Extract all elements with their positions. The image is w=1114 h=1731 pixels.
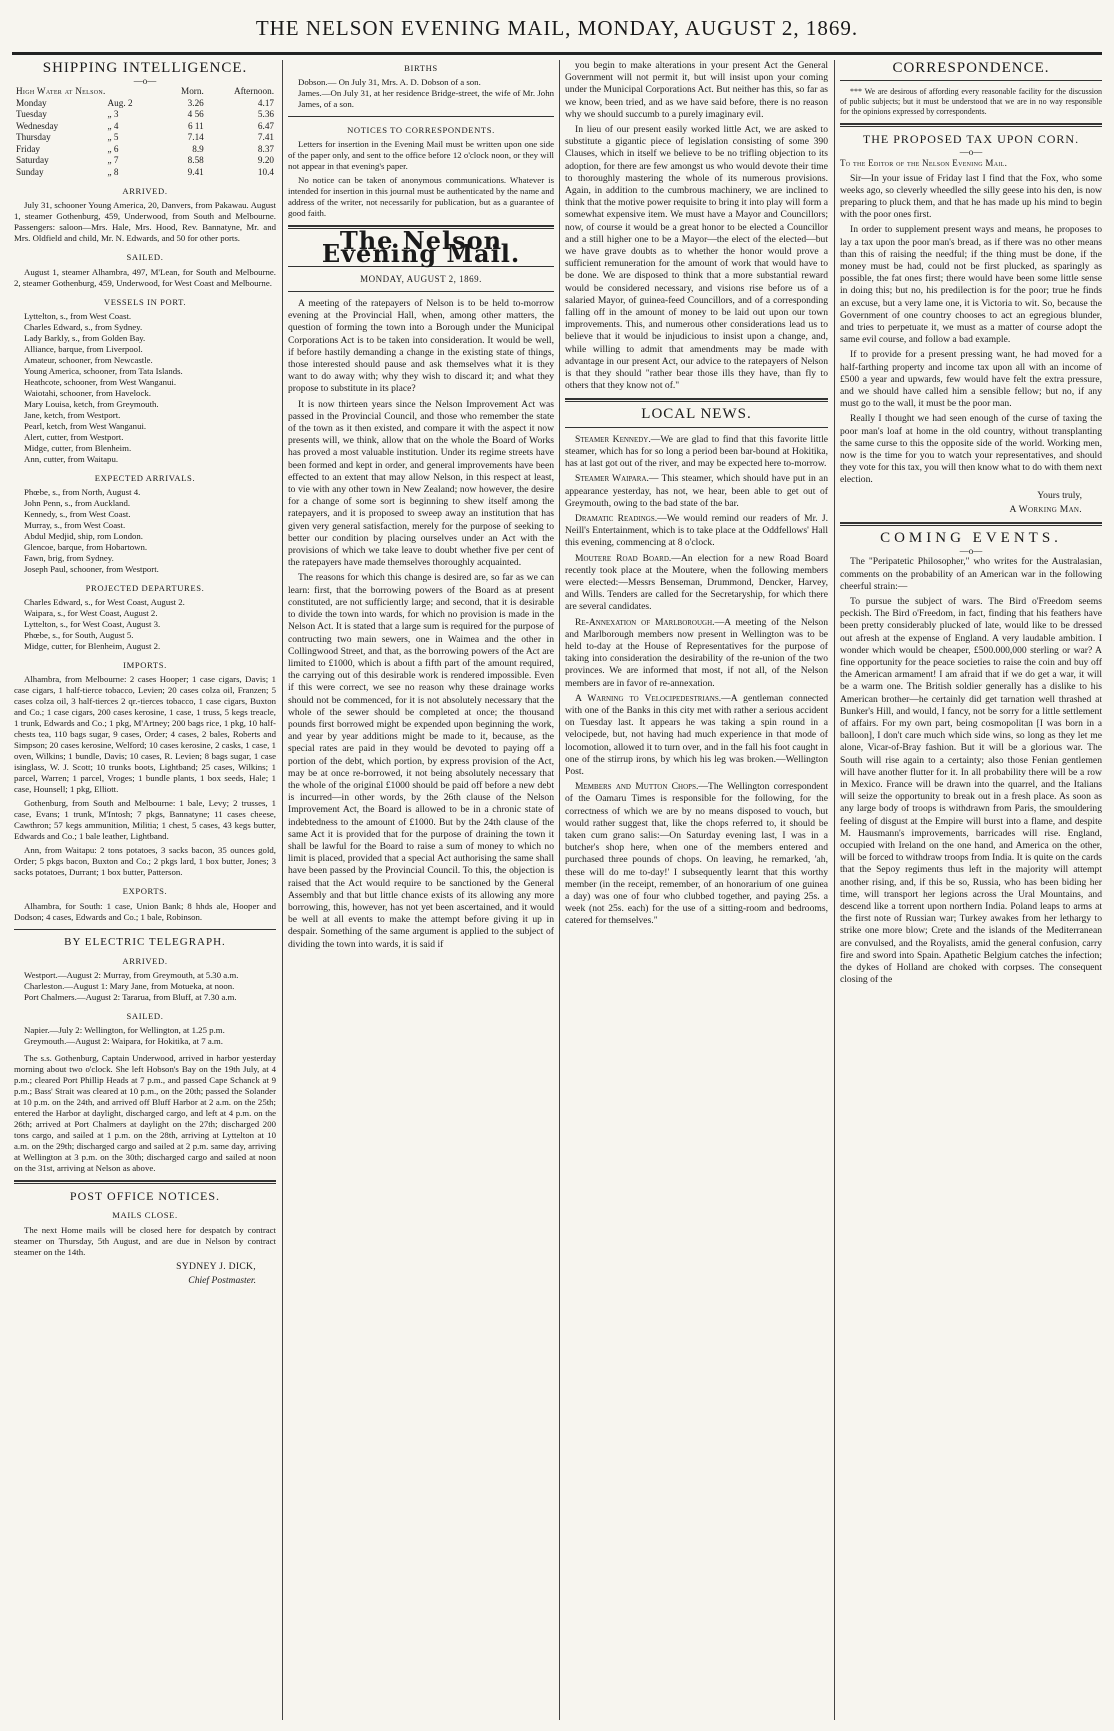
expected-heading: EXPECTED ARRIVALS. bbox=[94, 472, 196, 483]
sailed-text: August 1, steamer Alhambra, 497, M'Lean, for South and Melbourne. 2, steamer Gothenburg, 459, Underwood, for West Coast and Melbourne. bbox=[14, 266, 276, 288]
tide-morning: 6 11 bbox=[188, 120, 204, 131]
post-office-text: The next Home mails will be closed here for despatch by contract steamer on Thursday, 5th August, and are due in Nelson by contract steamer on the 14th. bbox=[14, 1224, 276, 1257]
telegraph-item: Port Chalmers.—August 2: Tararua, from Bluff, at 7.30 a.m. bbox=[24, 992, 237, 1003]
vessel-item: Alert, cutter, from Westport. bbox=[24, 431, 124, 442]
imports-text: Alhambra, from Melbourne: 2 cases Hooper; 1 case cigars, Davis; 1 case cigars, 1 half-tierce tobacco, Levien; 20 cases colza oil, Franzen; 5 cases colza oil, 3 half-tierces 2 qr.-tierces tobacco, 1 case cigars, Buxton and Co.; 1 case cigars, 200 cases kerosine, 1 case, 1 truss, 5 kegs treacle, 1 trunk, Edwards and Co.; 1 pkg, M'Artney; 200 bags rice, 1 pkg, 10 half-chests tea, 110 bags sugar, 9 cases, Order; 4 cases, 2 bales, Roberts and Simpson; 20 cases kerosine, Welford; 10 cases kerosine, 2 casks, 1 case, 1 oven, Wilkins; 1 bundle, Davis; 10 cases, R. Levien; 8 bags sugar, 1 case isinglass, W. J. Scott; 10 trunks boots, Lightband; 25 cases, Wilkins; 1 parcel, Warren; 1 parcel, Vroges; 1 bundle plants, 1 box seeds, Hale; 1 case, Hounsell; 1 pkg, Elliott. bbox=[14, 674, 276, 795]
correspondence-heading: CORRESPONDENCE. bbox=[892, 60, 1050, 76]
tide-date: „ 3 bbox=[107, 109, 119, 120]
imports-text: Ann, from Waitapu: 2 tons potatoes, 3 sacks bacon, 35 ounces gold, Order; 5 pkgs bacon, Buxton and Co.; 2 pkgs lard, 1 box butter, Jones; 3 sacks potatoes, Durrant; 1 box butter, Patterson. bbox=[14, 845, 276, 878]
telegraph-heading: BY ELECTRIC TELEGRAPH. bbox=[64, 935, 226, 948]
news-text: —A gentleman connected with one of the Banks in this city met with rather a serious accident on Tuesday last. It appears he was taking a spin round in a velocipede, but, not having had much experience in that mode of locomotion, allowed it to turn over, and in the fall his foot caught in one of the stirrup irons, by which his leg was broken.—Wellington Post. bbox=[565, 692, 828, 777]
news-item bbox=[565, 473, 828, 510]
expected-item: Kennedy, s., from West Coast. bbox=[24, 509, 131, 520]
letter-paragraph: In order to supplement present ways and means, he proposes to lay a tax upon the poor man's bread, as if there was no other means than this of raising the needful; if the thing must be done, if the money must be had, could not be first plucked, as sparingly as possible, the fat ones first; there would have been some little sense in doing this; but no, his predilection is for the poor; true he finds an excuse, but a very lame one, it is Victoria to wit. So, because the Government of one country chooses to act an egregious blunder, and tries to perpetuate it, we must as a matter of course adopt the same evil course, and follow a bad example. bbox=[840, 224, 1102, 346]
masthead-rule bbox=[12, 52, 1102, 55]
vessel-item: Mary Louisa, ketch, from Greymouth. bbox=[24, 398, 159, 409]
news-item bbox=[565, 434, 828, 471]
vessel-item: Ann, cutter, from Waitapu. bbox=[24, 453, 119, 464]
vessel-item: Midge, cutter, from Blenheim. bbox=[24, 442, 132, 453]
telegraph-arrived-heading: ARRIVED. bbox=[122, 955, 168, 966]
expected-item: Murray, s., from West Coast. bbox=[24, 520, 126, 531]
letter-signer: A Working Man. bbox=[1009, 503, 1082, 515]
telegraph-item: Greymouth.—August 2: Waipara, for Hokitika, at 7 a.m. bbox=[24, 1036, 223, 1047]
expected-list bbox=[14, 487, 276, 575]
news-text: — This steamer, which should have put in an appearance yesterday, has not, we hear, been able to get out of Greymouth, owing to the bad state of the bar. bbox=[565, 473, 828, 509]
divider bbox=[14, 929, 276, 930]
birth-notice: Dobson.— On July 31, Mrs. A. D. Dobson of a son. bbox=[298, 77, 481, 88]
news-lead: Steamer Kennedy. bbox=[575, 433, 651, 445]
tide-morning: 8.9 bbox=[192, 143, 204, 154]
vessel-item: Lyttelton, s., from West Coast. bbox=[24, 310, 132, 321]
news-lead: Re-Annexation of Marlborough. bbox=[575, 616, 715, 628]
births-heading: BIRTHS bbox=[404, 63, 438, 73]
column-rule bbox=[559, 60, 560, 1720]
tide-row bbox=[14, 132, 276, 144]
coming-events-paragraph: To pursue the subject of wars. The Bird o'Freedom seems peckish. The Bird o'Freedom, in fact, finding that his feathers have been pretty considerably plucked of late, would like to be dressed out afresh at the expense of England. A very laudable ambition. I wonder which would be cheaper, £500.000,000 sterling or war? A fine opportunity for the peace societies to raise the coin and buy off the American armament! I am afraid that if we do get a war, it will be a warm one. The British soldier generally has a dislike to his American brother—he certainly did get tarnation well thrashed at Bunker's Hill, and would, I fancy, not be sorry for a little settlement of affairs. For my own part, being cosmopolitan [I was born in a balloon], I don't care much which side wins, so long as they let me alone, Vicar-of-Bray fashion. But it will be a glorious war. The South will rise again to a certainty; also those Fenian gentlemen will have another flutter for it. In all probability there will be a row in Mexico. France will be drawn into the quarrel, and the Italians will seize the opportunity to break out in a fresh place. As soon as any large body of troops is withdrawn from Paris, the smouldering feeling of disgust at the Empire will burst into a flame, and despite M. Hausmann's improvements, barricades will rise. England, occupied with Ireland on the one hand, and America on the other, will be forced to withdraw troops from India. It is quite on the cards that the Sepoy regiments thus left in the majority will attempt another rising, and, if this be so, Russia, who has been biding her time, will transport her legions across the Ural Mountains, and descend like a torrent upon northern India. Poland leaps to arms at the first note of Russian war; Turkey awakes from her lethargy to strike one more blow; Crete and the islands of the Mediterranean are convulsed, and the Royalists, amid the general confusion, carry fire and sword into Spain. Apathetic Belgium catches the infection; the dykes of Holland are choked with corpses. The consequent closing of the bbox=[840, 595, 1102, 986]
ornament-dash: —o— bbox=[959, 546, 983, 557]
expected-item: Phœbe, s., from North, August 4. bbox=[24, 487, 141, 498]
tide-day: Sunday bbox=[16, 166, 44, 177]
vessel-item: Heathcote, schooner, from West Wanganui. bbox=[24, 376, 177, 387]
tide-row bbox=[14, 144, 276, 156]
imports-heading: IMPORTS. bbox=[123, 660, 167, 671]
news-item bbox=[565, 513, 828, 550]
divider bbox=[840, 522, 1102, 526]
tide-date: „ 7 bbox=[107, 155, 119, 166]
correspondence-note: *** We are desirous of affording every reasonable facility for the discussion of public subjects; but it must be understood that we are in no way responsible for the opinions expressed by correspondents. bbox=[840, 87, 1102, 117]
newspaper-page bbox=[12, 8, 1102, 1723]
tide-afternoon: 4.17 bbox=[257, 97, 274, 108]
coming-events-paragraph: The "Peripatetic Philosopher," who writes for the Australasian, comments on the probability of an American war in the following cheerful strain:— bbox=[840, 556, 1102, 592]
divider bbox=[288, 116, 554, 117]
tide-day: Saturday bbox=[16, 155, 49, 166]
vessel-item: Charles Edward, s., from Sydney. bbox=[24, 321, 143, 332]
vessel-item: Waiotahi, schooner, from Havelock. bbox=[24, 387, 151, 398]
divider bbox=[840, 123, 1102, 127]
editorial-paragraph: The reasons for which this change is desired are, so far as we can learn: first, that the borrowing powers of the Board as at present constituted, are not sufficiently large; and second, that it is desirable to divide the town into wards, for which no provision is made in the Nelson Act. It is stated that a large sum is required for the purpose of contructing two main sewers, one in Waimea and the other in Collingwood Street, and that, as the borrowing powers of the Act are limited to £1000, which is about a fifth part of the amount required, the carrying out of this desirable work is rendered impossible. Even if this were correct, we see no reason why these drainage works should not be commenced, for it is not absolutely necessary that the whole of the sewer should be completed at once; the thousand pounds first borrowed might be expended upon beginning the work, and year by year additions might be made to it, because, as the special rates are paid in they would be devoted to paying off a portion of the debt, which portion, by express provision of the Act, may be at once re-borrowed, it not being absolutely necessary that the whole of the original £1000 should be paid off before a new debt is incurred—in other words, by the 26th clause of the Nelson Improvement Act, the Board is allowed to be in a chronic state of indebtedness to the amount of £1000. But by the 24th clause of the same Act it is provided that for the purpose of draining the town it shall be lawful for the Board to raise a sum of money to which no limit is placed, provided that a special Act authorising the same shall have been passed by the Provincial Council. To this, the objection is raised that the Act would require to be sanctioned by the General Assembly and that but little chance exists of its allowing any more borrowing, this, however, has not yet been ascertained, and it would be well at all events to make the attempt before giving it up in despair. Something of the same argument is applied to the subject of dividing the town into wards, it is said if bbox=[288, 572, 554, 950]
letter-closing: Yours truly, bbox=[1037, 489, 1082, 501]
news-text: —We are glad to find that this favorite little steamer, which has for so long a period been bar-bound at Hokitika, has at last got out of the river, and may be expected here to-morrow. bbox=[565, 433, 828, 470]
tide-header: High Water at Nelson. bbox=[16, 86, 106, 97]
tax-heading: THE PROPOSED TAX UPON CORN. bbox=[862, 132, 1080, 147]
gothenburg-report: The s.s. Gothenburg, Captain Underwood, arrived in harbor yesterday morning about two o'clock. She left Hobson's Bay on the 19th July, at 4 p.m.; cleared Port Phillip Heads at 7 p.m., and passed Cape Schanck at 9 p.m.; Bass' Strait was cleared at 10 p.m., on the 20th; passed the Solander at 10 p.m. on the 24th, and arrived off Bluff Harbor at 2 a.m. on the 25th; entered the Harbor at daylight, discharged cargo, and left at 4 p.m. on the 26th; arrived at Port Chalmers at daylight on the 27th; discharged 200 tons cargo, and sailed at 1 p.m. on the 28th, arriving at Lyttelton at 10 a.m. on the 29th; discharged cargo and sailed at 2 p.m. same day, arriving at Wellington at 3 p.m. on the 30th; discharged cargo and sailed at noon on the 31st, arriving at Nelson as above. bbox=[14, 1053, 276, 1174]
coming-events-text bbox=[840, 556, 1102, 986]
editorial-paragraph: A meeting of the ratepayers of Nelson is to be held to-morrow evening at the Provincial Hall, when, among other matters, the question of forming the town into a Borough under the Municipal Corporations Act is to be taken into consideration. It would be well, if before hastily demanding a change in the existing state of things, those interested should pause and ask themselves what it is they want to do away with; why they wish to discard it; and what they propose to substitute in its place? bbox=[288, 298, 554, 395]
editorial-paragraph: you begin to make alterations in your present Act the General Government will not permit it, but will insist upon your coming under the Municipal Corporations Act. But neither has this, so far as we know, been tried, and as we have said before, there is no reason why we should succumb to a purely imaginary evil. bbox=[565, 60, 828, 120]
masthead: THE NELSON EVENING MAIL, MONDAY, AUGUST 2, 1869. bbox=[255, 16, 859, 40]
letter-paragraph: Really I thought we had seen enough of the curse of taxing the poor man's loaf at home in the old country, without transplanting the same curse to this the opposite side of the world. Working men, now is the time for you to watch your representatives, and should they vote for this tax, you will then know what to do with them next election. bbox=[840, 413, 1102, 486]
column-rule bbox=[834, 60, 835, 1720]
vessel-item: Jane, ketch, from Westport. bbox=[24, 409, 121, 420]
editorial-date: MONDAY, AUGUST 2, 1869. bbox=[360, 273, 482, 284]
departure-item: Lyttelton, s., for West Coast, August 3. bbox=[24, 619, 161, 630]
tide-row bbox=[14, 167, 276, 179]
tide-morning: 9.41 bbox=[187, 166, 204, 177]
tide-day: Wednesday bbox=[16, 120, 59, 131]
ornament-dash: —o— bbox=[959, 147, 983, 158]
projected-heading: PROJECTED DEPARTURES. bbox=[85, 583, 205, 594]
telegraph-sailed-heading: SAILED. bbox=[126, 1011, 164, 1022]
vessels-heading: VESSELS IN PORT. bbox=[103, 296, 187, 307]
tide-row bbox=[14, 155, 276, 167]
telegraph-item: Westport.—August 2: Murray, from Greymouth, at 5.30 a.m. bbox=[24, 970, 239, 981]
departure-item: Midge, cutter, for Blenheim, August 2. bbox=[24, 641, 161, 652]
news-item bbox=[565, 553, 828, 614]
tide-morning: 3.26 bbox=[187, 97, 204, 108]
column-1 bbox=[14, 60, 276, 1720]
editorial-continued bbox=[565, 60, 828, 392]
notices-text: No notice can be taken of anonymous communications. Whatever is intended for insertion in this journal must be authenticated by the name and address of the writer, not necessarily for publication, but as a guarantee of good faith. bbox=[288, 175, 554, 219]
imports-text: Gothenburg, from South and Melbourne: 1 bale, Levy; 2 trusses, 1 case, Evans; 1 trunk, M'Intosh; 7 pkgs, Bannatyne; 11 cases cheese, Cawthron; 57 kegs ammunition, Militia; 1 chest, 5 cases, 43 kegs butter, Edwards and Co.; 1 bale leather, Lightband. bbox=[14, 798, 276, 842]
news-lead: Moutere Road Board. bbox=[575, 552, 672, 564]
projected-list bbox=[14, 597, 276, 652]
birth-notice: James.—On July 31, at her residence Bridge-street, the wife of Mr. John James, of a son. bbox=[298, 88, 554, 110]
tide-afternoon: 10.4 bbox=[257, 166, 274, 177]
news-item bbox=[565, 617, 828, 690]
letter-body bbox=[840, 173, 1102, 487]
news-lead: Members and Mutton Chops. bbox=[575, 781, 699, 793]
news-text: —The Wellington correspondent of the Oamaru Times is responsible for the following, for the correctness of which we are by no means disposed to vouch, but would rather suggest that, like the chops referred to, it should be taken cum grano salis:—On Saturday evening last, I was in a butcher's shop here, when one of the members entered and purchased three pounds of chops. On leaving, he remarked, 'ah, these will do me to-day!' I subsequently learnt that this worthy member (in the receipt, remember, of an honorarium of one guinea a day) was one of four who clubbed together, and paying 25s. a week (not 25s. each) for the use of a sitting-room and bedrooms, catered for themselves." bbox=[565, 781, 828, 927]
tide-row bbox=[14, 109, 276, 121]
editorial-paragraph: In lieu of our present easily worked little Act, we are asked to substitute a gigantic piece of legislation consisting of some 390 Clauses, which in itself we believe to be no trifling objection to its adoption, for there are few amongst us who would devote their time to thoroughly mastering the whole of its numerous provisions. Again, in addition to the cumbrous machinery, we are inclined to think that the motive power requisite to bring it into play will form a somewhat expensive item. We must have a Mayor and Councillors; now, of course it would be a great honor to be elected a Councillor and a still higher one to be a Mayor—the elect of the elected—but we have grave doubts as to whether the honor would prove a sufficient remuneration for the amount of work that would have to be done. We are disposed to think that a more substantial reward would be considered necessary, and visions rise before us of a salaried Mayor, of guinea-feed Councillors, and of a corresponding falling off in the amount of money to be laid out upon our town improvements. This, and numerous other considerations lead us to believe that it would be injudicious to insist upon a change, and, while willing to admit that amendments may be made with advantage in our present Act, our advice to the ratepayers of Nelson is that they should "rather bear those ills they have, than fly to others that they know not of." bbox=[565, 124, 828, 392]
tide-afternoon: 8.37 bbox=[257, 143, 274, 154]
column-2 bbox=[288, 60, 554, 1720]
letter-paragraph: Sir—In your issue of Friday last I find that the Fox, who some weeks ago, so cleverly wheedled the silly geese into his den, is now preparing to pluck them, and that he has made up his mind to begin with the poor ones first. bbox=[840, 172, 1102, 221]
vessel-item: Pearl, ketch, from West Wanganui. bbox=[24, 420, 147, 431]
coming-events-heading: COMING EVENTS. bbox=[880, 530, 1062, 547]
departure-item: Waipara, s., for West Coast, August 2. bbox=[24, 608, 158, 619]
notices-heading: NOTICES TO CORRESPONDENTS. bbox=[347, 125, 495, 136]
tide-row bbox=[14, 98, 276, 110]
local-news-heading: LOCAL NEWS. bbox=[641, 406, 752, 423]
telegraph-item: Charleston.—August 1: Mary Jane, from Motueka, at noon. bbox=[24, 981, 235, 992]
vessels-list bbox=[14, 311, 276, 465]
local-news-list bbox=[565, 434, 828, 928]
tide-day: Tuesday bbox=[16, 109, 47, 120]
tide-afternoon: 5.36 bbox=[257, 109, 274, 120]
mails-close-heading: MAILS CLOSE. bbox=[112, 1210, 178, 1221]
vessel-item: Alliance, barque, from Liverpool. bbox=[24, 343, 143, 354]
shipping-heading: SHIPPING INTELLIGENCE. bbox=[42, 60, 248, 76]
column-4 bbox=[840, 60, 1102, 1720]
tide-row bbox=[14, 121, 276, 133]
vessel-item: Lady Barkly, s., from Golden Bay. bbox=[24, 332, 146, 343]
tide-morning: 4 56 bbox=[187, 109, 204, 120]
news-text: —An election for a new Road Board recently took place at the Moutere, when the following members were elected:—Messrs Benseman, Drummond, Dencker, Harvey, and Wills. Tenders are called for the Secretaryship, for which there are several candidates. bbox=[565, 552, 828, 613]
tide-table bbox=[14, 86, 276, 178]
tide-afternoon: 6.47 bbox=[257, 120, 274, 131]
tide-date: „ 6 bbox=[107, 143, 119, 154]
divider bbox=[565, 398, 828, 402]
tide-header: Morn. bbox=[181, 86, 204, 97]
departure-item: Charles Edward, s., for West Coast, August 2. bbox=[24, 597, 185, 608]
expected-item: Glencoe, barque, from Hobartown. bbox=[24, 542, 148, 553]
news-text: —We would remind our readers of Mr. J. Neill's Entertainment, which is to take place at the Oddfellows' Hall this evening, commencing at 8 o'clock. bbox=[565, 512, 828, 549]
news-lead: Dramatic Readings. bbox=[575, 512, 658, 524]
editorial-paragraph: It is now thirteen years since the Nelson Improvement Act was passed in the Provincial Council, and those who remember the state of the town as it then existed, and compare it with the aspect it now presents will, we think, allow that on the whole the Board of Works has proved a most valuable institution. Under its regime streets have been formed and kept in order, and general improvements have been effected to an extent that may allow Nelson, in this respect at least, to vie with any other town in New Zealand; now however, the desire for a change of some sort is beginning to shew itself among the ratepayers, and it is proposed to sweep away an institution that has given very general satisfaction, merely for the purpose of seeking to better our condition by placing ourselves under an Act with the provisions of which we take leave to doubt whether five per cent of the ratepayers have made themselves thoroughly acquainted. bbox=[288, 398, 554, 569]
exports-heading: EXPORTS. bbox=[122, 886, 168, 897]
ornament-dash: —o— bbox=[133, 76, 157, 87]
tide-header-row bbox=[14, 86, 276, 98]
news-item bbox=[565, 781, 828, 927]
vessel-item: Amateur, schooner, from Newcastle. bbox=[24, 354, 153, 365]
post-office-heading: POST OFFICE NOTICES. bbox=[69, 1189, 221, 1204]
news-lead: Steamer Waipara. bbox=[575, 473, 649, 485]
vessel-item: Young America, schooner, from Tata Islands. bbox=[24, 365, 183, 376]
divider bbox=[14, 1180, 276, 1184]
exports-text: Alhambra, for South: 1 case, Union Bank; 8 hhds ale, Hooper and Dodson; 4 cases, Edwards and Co.; 1 bale, Robinson. bbox=[14, 900, 276, 922]
postmaster-title: Chief Postmaster. bbox=[188, 1274, 256, 1286]
expected-item: Abdul Medjid, ship, rom London. bbox=[24, 531, 143, 542]
tide-day: Thursday bbox=[16, 132, 51, 143]
postmaster-signature: SYDNEY J. DICK, bbox=[176, 1260, 256, 1272]
telegraph-item: Napier.—July 2: Wellington, for Wellington, at 1.25 p.m. bbox=[24, 1025, 225, 1036]
tide-day: Friday bbox=[16, 143, 40, 154]
expected-item: Fawn, brig, from Sydney. bbox=[24, 553, 114, 564]
telegraph-arrived-list bbox=[14, 970, 276, 1003]
news-text: —A meeting of the Nelson and Marlborough members now present in Wellington was to be held to-day at the House of Representatives for the purpose of taking into consideration the desirability of the re-union of the two provinces. We are informed that most, if not all, of the Nelson members are in favor of re-annexation. bbox=[565, 616, 828, 689]
tide-day: Monday bbox=[16, 97, 47, 108]
column-3 bbox=[565, 60, 828, 1720]
divider bbox=[840, 80, 1102, 81]
tide-afternoon: 9.20 bbox=[257, 155, 274, 166]
tide-header: Afternoon. bbox=[233, 86, 274, 97]
letter-salutation: To the Editor of the Nelson Evening Mail. bbox=[840, 158, 1008, 169]
tide-date: Aug. 2 bbox=[107, 97, 133, 108]
departure-item: Phœbe, s., for South, August 5. bbox=[24, 630, 134, 641]
births-list bbox=[288, 77, 554, 110]
divider bbox=[565, 427, 828, 428]
expected-item: John Penn, s., from Auckland. bbox=[24, 498, 131, 509]
tide-date: „ 5 bbox=[107, 132, 119, 143]
news-lead: A Warning to Velocipedestrians. bbox=[575, 692, 722, 704]
tide-rows bbox=[14, 98, 276, 179]
tide-morning: 8.58 bbox=[187, 155, 204, 166]
editorial bbox=[288, 298, 554, 951]
tide-afternoon: 7.41 bbox=[257, 132, 274, 143]
tide-date: „ 8 bbox=[107, 166, 119, 177]
news-item bbox=[565, 693, 828, 778]
divider bbox=[288, 291, 554, 292]
notices-text: Letters for insertion in the Evening Mail must be written upon one side of the paper only, and sent to the office before 12 o'clock noon, or they will not appear in that evening's paper. bbox=[288, 139, 554, 172]
paper-title: The Nelson Evening Mail. bbox=[321, 226, 521, 268]
letter-paragraph: If to provide for a present pressing want, he had moved for a half-farthing property and income tax upon all with an income of £500 a year and upwards, few would have felt the extra pressure, and we should have called him a sensible fellow; but no, if any must go to the wall, it must be the poor man. bbox=[840, 349, 1102, 410]
tide-morning: 7.14 bbox=[187, 132, 204, 143]
arrived-heading: ARRIVED. bbox=[122, 186, 168, 197]
arrived-text: July 31, schooner Young America, 20, Danvers, from Pakawau. August 1, steamer Gothenburg, 459, Underwood, from South and Melbourne. Passengers: saloon—Mrs. Hale, Mrs. Hood, Rev. Bannatyne, Mr. and Mrs. Oldfield and child, Mr. N. Edwards, and 50 for other ports. bbox=[14, 200, 276, 244]
sailed-heading: SAILED. bbox=[126, 252, 164, 263]
expected-item: Joseph Paul, schooner, from Westport. bbox=[24, 564, 159, 575]
telegraph-sailed-list bbox=[14, 1025, 276, 1047]
tide-date: „ 4 bbox=[107, 120, 119, 131]
column-rule bbox=[282, 60, 283, 1720]
